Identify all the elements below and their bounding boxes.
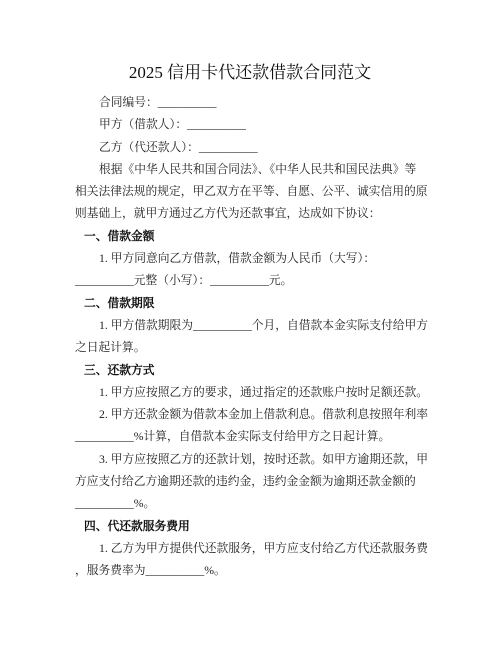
section-heading-loan-amount: 一、借款金额 xyxy=(84,229,155,243)
clause-line: 之日起计算。 xyxy=(75,341,146,355)
field-label: 甲方（借款人）： xyxy=(99,118,188,132)
clause-line: 1. 甲方借款期限为__________个月，自借款本金实际支付给甲方 xyxy=(99,318,428,332)
contract-title: 2025 信用卡代还款借款合同范文 xyxy=(128,63,372,82)
clause-line: 1. 甲方同意向乙方借款，借款金额为人民币（大写）： xyxy=(99,252,376,266)
clause-line: 1. 乙方为甲方提供代还款服务，甲方应支付给乙方代还款服务费 xyxy=(99,541,428,555)
section-heading-loan-term: 二、借款期限 xyxy=(84,296,155,310)
field-label: 合同编号： xyxy=(99,96,158,109)
clause-line: __________元整（小写）：__________元。 xyxy=(75,274,293,288)
field-party-a xyxy=(75,114,435,136)
clause-line: 方应支付给乙方逾期还款的违约金，违约金金额为逾期还款金额的 xyxy=(75,475,416,489)
clause-line: __________%。 xyxy=(75,497,156,511)
field-blank: __________ xyxy=(157,96,217,109)
preamble-line: 则基础上，就甲方通过乙方代为还款事宜，达成如下协议： xyxy=(75,207,381,221)
field-party-b xyxy=(75,137,435,159)
clause-line: 2. 甲方还款金额为借款本金加上借款利息。借款利息按照年利率 xyxy=(99,408,428,422)
clause-line: __________%计算，自借款本金实际支付给甲方之日起计算。 xyxy=(75,430,391,444)
clause-line: 1. 甲方应按照乙方的要求，通过指定的还款账户按时足额还款。 xyxy=(99,385,428,399)
preamble-line: 相关法律法规的规定，甲乙双方在平等、自愿、公平、诚实信用的原 xyxy=(75,185,428,199)
field-contract-number xyxy=(75,92,435,114)
contract-body xyxy=(75,92,435,583)
section-heading-service-fee: 四、代还款服务费用 xyxy=(84,519,190,533)
preamble-line: 根据《中华人民共和国合同法》、《中华人民共和国民法典》等 xyxy=(99,162,417,176)
field-blank: __________ xyxy=(198,140,258,154)
section-heading-repayment-method: 三、还款方式 xyxy=(84,363,155,377)
field-label: 乙方（代还款人）： xyxy=(99,140,199,154)
clause-line: 3. 甲方应按照乙方的还款计划，按时还款。如甲方逾期还款，甲 xyxy=(99,452,428,466)
clause-line: ，服务费率为__________%。 xyxy=(75,564,226,578)
field-blank: __________ xyxy=(187,118,246,132)
